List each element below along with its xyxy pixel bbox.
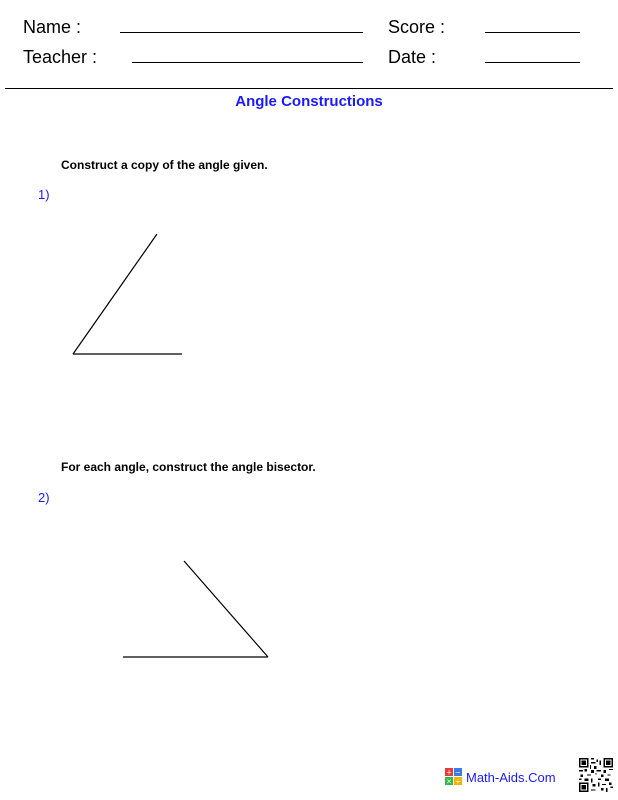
footer-site-link[interactable]: Math-Aids.Com: [466, 770, 556, 785]
score-label: Score :: [388, 17, 446, 37]
svg-text:+: +: [446, 768, 452, 777]
page-title: Angle Constructions: [235, 93, 383, 110]
svg-text:÷: ÷: [455, 777, 461, 785]
teacher-label: Teacher :: [23, 47, 98, 67]
problem-number-1: 1): [38, 187, 50, 202]
instruction-1: Construct a copy of the angle given.: [61, 158, 268, 172]
date-label: Date :: [388, 47, 437, 67]
calculator-icon: [445, 768, 462, 785]
instruction-2: For each angle, construct the angle bisector.: [61, 460, 316, 474]
svg-text:−: −: [455, 768, 461, 777]
name-label: Name :: [23, 17, 82, 37]
svg-text:×: ×: [446, 777, 452, 785]
angle-2-ray-upper: [184, 561, 268, 657]
qr-code-icon: [579, 758, 613, 792]
problem-number-2: 2): [38, 490, 50, 505]
